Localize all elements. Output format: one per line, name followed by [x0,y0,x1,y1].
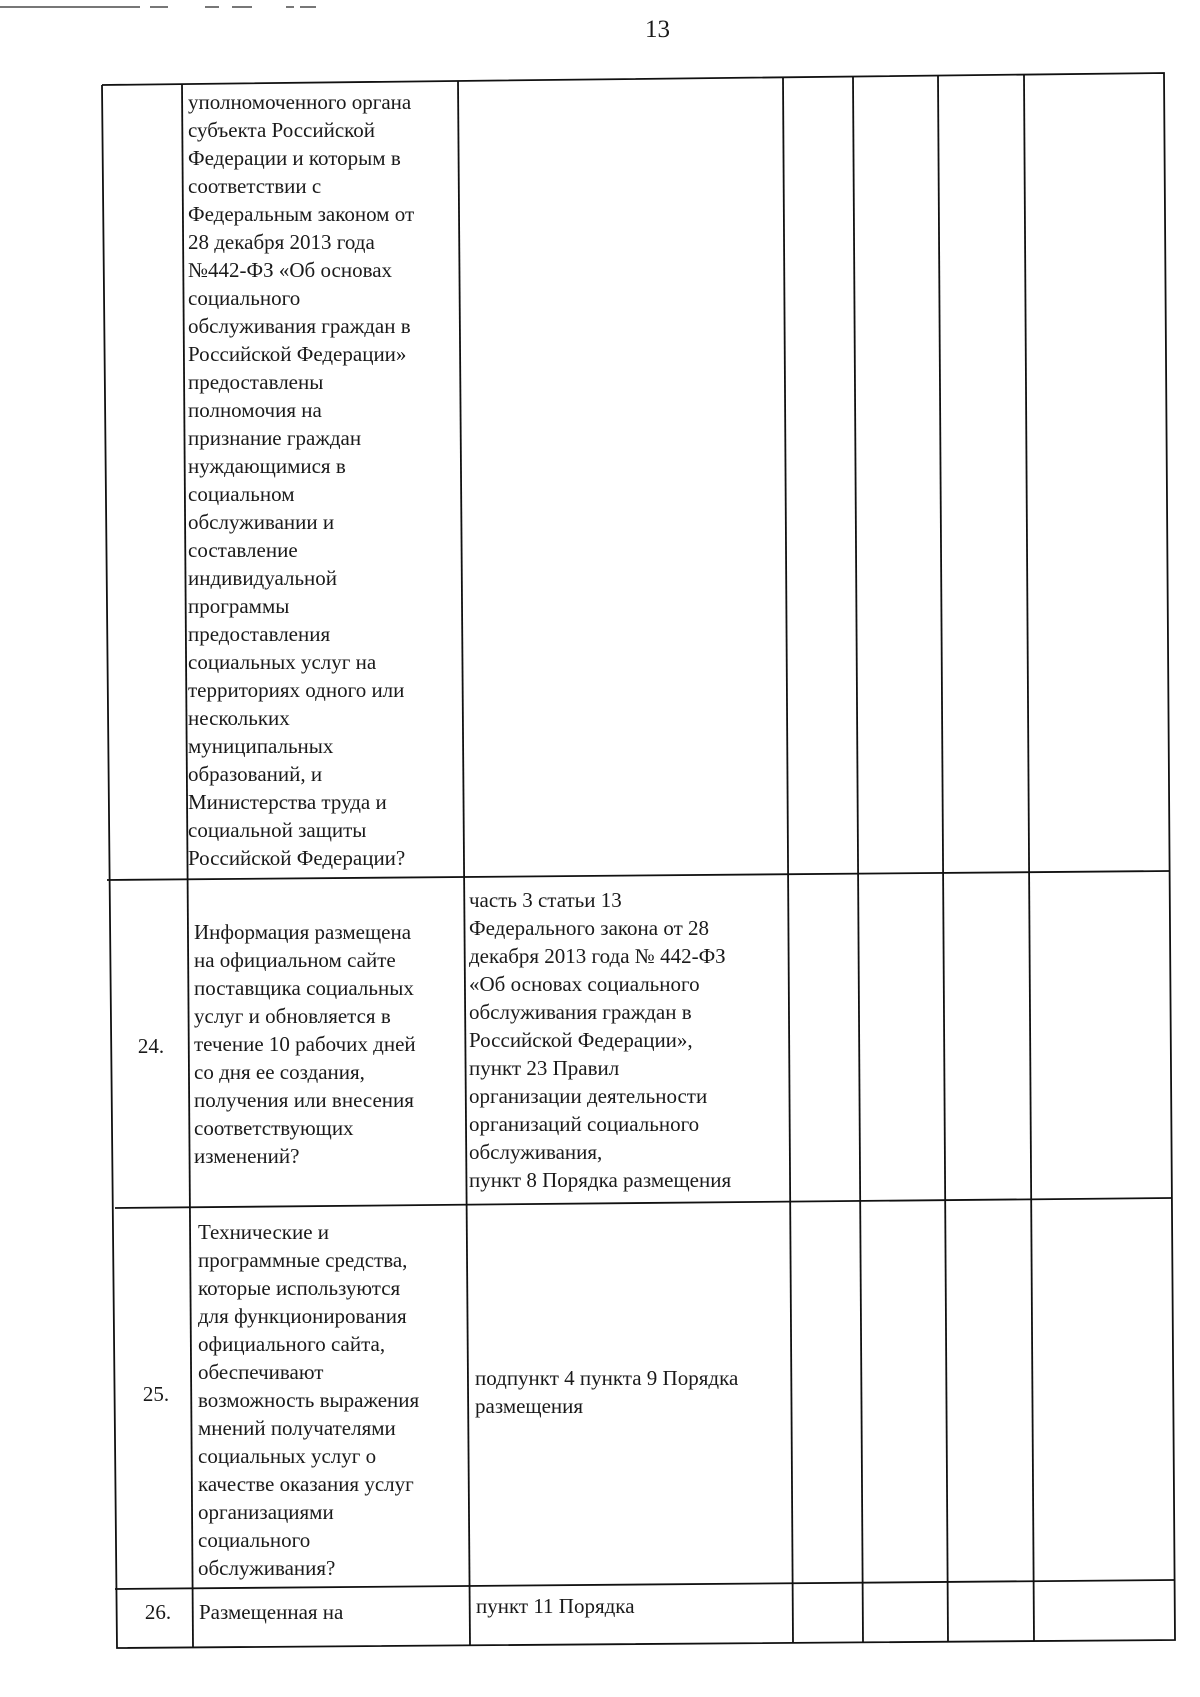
row-number: 26. [144,1600,172,1624]
row-reference: пункт 11 Порядка [476,1594,635,1618]
row-question: уполномоченного органа субъекта Российской Федерации и которым в соответствии с Федеральным законом от 28 декабря 2013 года №442-ФЗ «Об основах социального обслуживания граждан в Российской Федерации» предоставлены полномочия на признание граждан нуждающимися в социальном обслуживании и составление индивидуальной программы предоставления социальных услуг на территориях одного или нескольких муниципальных образований, и Министерства труда и социальной защиты Российской Федерации? [188,90,415,870]
row-question: Технические и программные средства, которые используются для функционирования официального сайта, обеспечивают возможность выражения мнений получателями социальных услуг о качестве оказания услуг организациями социального обслуживания? [198,1220,420,1580]
row-reference: подпункт 4 пункта 9 Порядка размещения [475,1366,739,1418]
row-number: 24. [137,1034,165,1058]
row-question: Размещенная на [199,1600,344,1624]
page-number: 13 [645,16,670,43]
row-number: 25. [142,1382,170,1406]
row-reference: часть 3 статьи 13 Федерального закона от 28 декабря 2013 года № 442-ФЗ «Об основах социального обслуживания граждан в Российской Федерации», пункт 23 Правил организации деятельности организаций социального обслуживания, пункт 8 Порядка размещения [469,888,732,1192]
row-question: Информация размещена на официальном сайте поставщика социальных услуг и обновляется в течение 10 рабочих дней со дня ее создания, получения или внесения соответствующих изменений? [194,920,416,1168]
